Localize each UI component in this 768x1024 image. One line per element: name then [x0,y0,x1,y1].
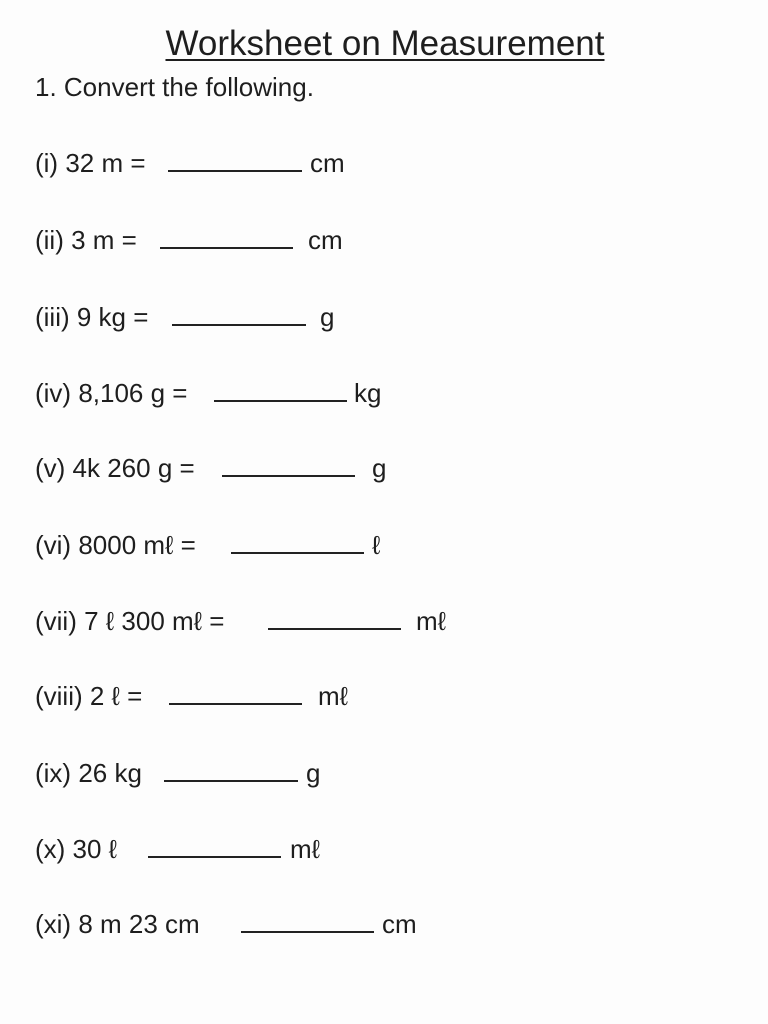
item-unit: ℓ [372,530,381,560]
item-prefix: (iii) 9 kg = [35,302,149,332]
answer-blank[interactable] [241,909,374,933]
item-unit: mℓ [290,834,321,864]
item-unit: g [372,453,387,483]
answer-blank[interactable] [214,378,347,402]
conversion-item [35,834,735,868]
answer-blank[interactable] [268,606,401,630]
conversion-item [35,758,735,792]
item-unit: cm [310,148,345,178]
answer-blank[interactable] [169,681,302,705]
item-unit: kg [354,378,382,408]
answer-blank[interactable] [168,148,302,172]
item-prefix: (ii) 3 m = [35,225,137,255]
answer-blank[interactable] [172,302,306,326]
conversion-item [35,225,735,259]
conversion-item [35,530,735,564]
question-heading: 1. Convert the following. [35,72,314,102]
answer-blank[interactable] [164,758,298,782]
item-prefix: (v) 4k 260 g = [35,453,195,483]
item-prefix: (xi) 8 m 23 cm [35,909,200,939]
item-unit: mℓ [318,681,349,711]
answer-blank[interactable] [160,225,293,249]
item-prefix: (ix) 26 kg [35,758,142,788]
conversion-item [35,909,735,943]
answer-blank[interactable] [148,834,281,858]
page-title: Worksheet on Measurement [165,24,605,63]
item-unit: mℓ [416,606,447,636]
conversion-item [35,378,735,412]
answer-blank[interactable] [231,530,364,554]
conversion-item [35,148,735,182]
item-unit: cm [382,909,417,939]
item-prefix: (iv) 8,106 g = [35,378,188,408]
conversion-item [35,606,735,640]
item-unit: cm [308,225,343,255]
item-prefix: (vi) 8000 mℓ = [35,530,196,560]
item-unit: g [320,302,335,332]
item-unit: g [306,758,321,788]
item-prefix: (vii) 7 ℓ 300 mℓ = [35,606,225,636]
answer-blank[interactable] [222,453,355,477]
conversion-item [35,681,735,715]
item-prefix: (x) 30 ℓ [35,834,118,864]
item-prefix: (i) 32 m = [35,148,146,178]
conversion-item [35,302,735,336]
conversion-item [35,453,735,487]
item-prefix: (viii) 2 ℓ = [35,681,143,711]
